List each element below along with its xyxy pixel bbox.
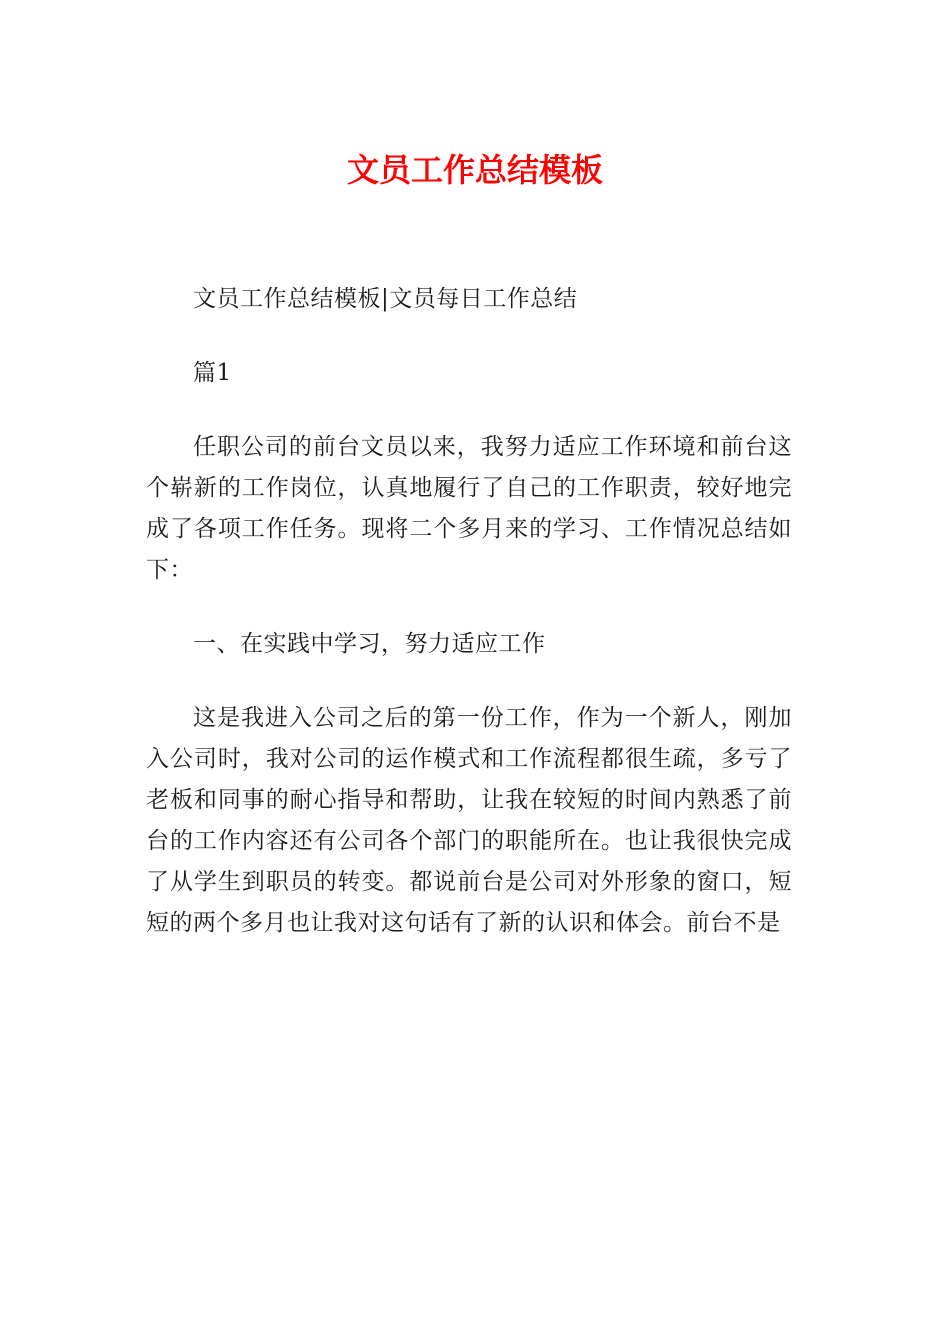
intro-paragraph: 任职公司的前台文员以来，我努力适应工作环境和前台这个崭新的工作岗位，认真地履行了自己的工作职责，较好地完成了各项工作任务。现将二个多月来的学习、工作情况总结如下： bbox=[146, 434, 792, 583]
body-paragraph: 这是我进入公司之后的第一份工作，作为一个新人，刚加入公司时，我对公司的运作模式和工作流程都很生疏，多亏了老板和同事的耐心指导和帮助，让我在较短的时间内熟悉了前台的工作内容还有公司各个部门的职能所在。也让我很快完成了从学生到职员的转变。都说前台是公司对外形象的窗口，短短的两个多月也让我对这句话有了新的认识和体会。前台不是 bbox=[146, 705, 792, 936]
document-title: 文员工作总结模板 bbox=[346, 151, 603, 189]
section-heading: 一、在实践中学习，努力适应工作 bbox=[193, 631, 546, 657]
subtitle-line: 文员工作总结模板|文员每日工作总结 bbox=[193, 286, 578, 312]
document-body bbox=[146, 279, 792, 977]
section-label: 篇1 bbox=[193, 360, 232, 386]
